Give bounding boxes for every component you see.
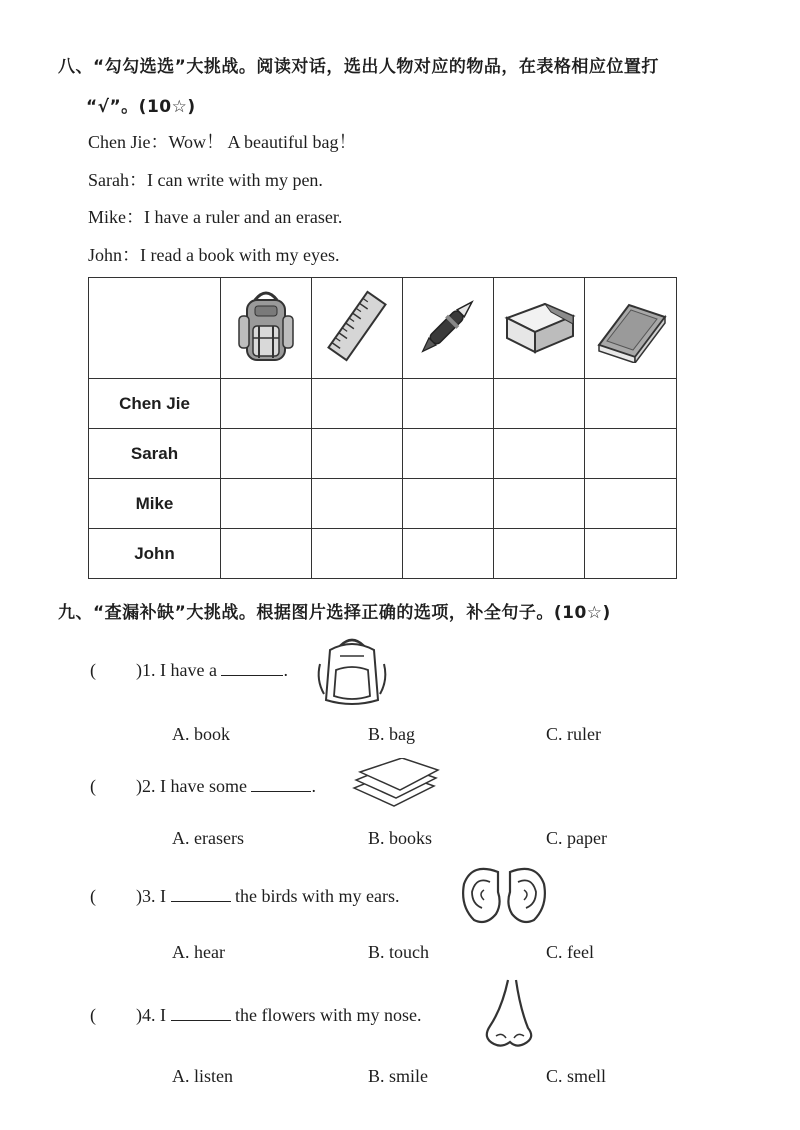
fill-blank[interactable] — [251, 777, 311, 792]
option-2c: C. paper — [546, 828, 607, 848]
answer-cell[interactable] — [403, 529, 494, 579]
question-text-after: the birds with my ears. — [235, 886, 400, 906]
option-3c: C. feel — [546, 942, 594, 962]
answer-paren-close: ) — [136, 776, 142, 796]
header-eraser-cell — [494, 278, 585, 379]
answer-cell[interactable] — [312, 529, 403, 579]
dialogue-john: John：I read a book with my eyes. — [88, 245, 340, 265]
question-text-before: I — [160, 1005, 166, 1025]
dialogue-chen-jie: Chen Jie：Wow！ A beautiful bag！ — [88, 132, 357, 152]
answer-cell[interactable] — [403, 379, 494, 429]
answer-cell[interactable] — [221, 479, 312, 529]
answer-paren-close: ) — [136, 660, 142, 680]
question-text-before: I — [160, 886, 166, 906]
answer-cell[interactable] — [403, 479, 494, 529]
fill-blank[interactable] — [171, 1006, 231, 1021]
question-3 — [90, 886, 399, 907]
row-name-sarah: Sarah — [89, 429, 221, 479]
fill-blank[interactable] — [221, 661, 283, 676]
option-4c: C. smell — [546, 1066, 607, 1086]
question-number: 2. — [142, 776, 156, 796]
answer-cell[interactable] — [494, 379, 585, 429]
eraser-icon — [501, 294, 577, 358]
option-1c: C. ruler — [546, 724, 601, 744]
fill-blank[interactable] — [171, 887, 231, 902]
option-1b: B. bag — [368, 724, 415, 744]
option-1a: A. book — [172, 724, 230, 744]
answer-paren-close: ) — [136, 886, 142, 906]
row-name-chen-jie: Chen Jie — [89, 379, 221, 429]
backpack-icon — [235, 286, 297, 366]
section-8-title-line1: 八、“勾勾选选”大挑战。阅读对话，选出人物对应的物品，在表格相应位置打 — [58, 57, 659, 77]
answer-paren-open: ( — [90, 660, 96, 680]
answer-cell[interactable] — [585, 429, 677, 479]
paper-icon — [350, 758, 440, 810]
table-row — [89, 379, 677, 429]
ruler-icon — [321, 285, 393, 367]
answer-cell[interactable] — [312, 379, 403, 429]
table-row — [89, 429, 677, 479]
row-name-john: John — [89, 529, 221, 579]
dialogue-mike: Mike：I have a ruler and an eraser. — [88, 207, 343, 227]
answer-paren-close: ) — [136, 1005, 142, 1025]
question-text-before: I have some — [160, 776, 247, 796]
book-icon — [593, 289, 669, 363]
option-2b: B. books — [368, 828, 433, 848]
question-text-before: I have a — [160, 660, 217, 680]
header-pen-cell — [403, 278, 494, 379]
question-number: 4. — [142, 1005, 156, 1025]
option-3a: A. hear — [172, 942, 225, 962]
ears-icon — [458, 862, 550, 926]
question-number: 1. — [142, 660, 156, 680]
nose-icon — [482, 978, 542, 1052]
backpack-icon — [314, 634, 390, 706]
section-9-title: 九、“查漏补缺”大挑战。根据图片选择正确的选项，补全句子。(10☆) — [58, 603, 611, 623]
answer-cell[interactable] — [221, 379, 312, 429]
option-3b: B. touch — [368, 942, 429, 962]
row-name-mike: Mike — [89, 479, 221, 529]
header-backpack-cell — [221, 278, 312, 379]
answer-cell[interactable] — [221, 429, 312, 479]
answer-cell[interactable] — [312, 479, 403, 529]
answer-paren-open: ( — [90, 1005, 96, 1025]
pen-icon — [412, 288, 484, 364]
answer-cell[interactable] — [494, 429, 585, 479]
option-4a: A. listen — [172, 1066, 233, 1086]
question-4 — [90, 1005, 421, 1026]
answer-cell[interactable] — [585, 479, 677, 529]
question-text-after: the flowers with my nose. — [235, 1005, 422, 1025]
answer-cell[interactable] — [494, 479, 585, 529]
header-ruler-cell — [312, 278, 403, 379]
answer-cell[interactable] — [312, 429, 403, 479]
table-header-row — [89, 278, 677, 379]
answer-cell[interactable] — [494, 529, 585, 579]
answer-paren-open: ( — [90, 776, 96, 796]
option-4b: B. smile — [368, 1066, 429, 1086]
question-text-after: . — [283, 660, 288, 680]
question-number: 3. — [142, 886, 156, 906]
answer-table — [88, 277, 677, 579]
table-row — [89, 479, 677, 529]
header-blank-cell — [89, 278, 221, 379]
answer-cell[interactable] — [585, 529, 677, 579]
question-text-after: . — [311, 776, 316, 796]
answer-cell[interactable] — [403, 429, 494, 479]
table-row — [89, 529, 677, 579]
question-1 — [90, 660, 288, 681]
answer-paren-open: ( — [90, 886, 96, 906]
section-8-title-line2: “√”。(10☆) — [86, 97, 196, 117]
dialogue-sarah: Sarah：I can write with my pen. — [88, 170, 323, 190]
answer-cell[interactable] — [221, 529, 312, 579]
option-2a: A. erasers — [172, 828, 244, 848]
answer-cell[interactable] — [585, 379, 677, 429]
header-book-cell — [585, 278, 677, 379]
question-2 — [90, 776, 316, 797]
